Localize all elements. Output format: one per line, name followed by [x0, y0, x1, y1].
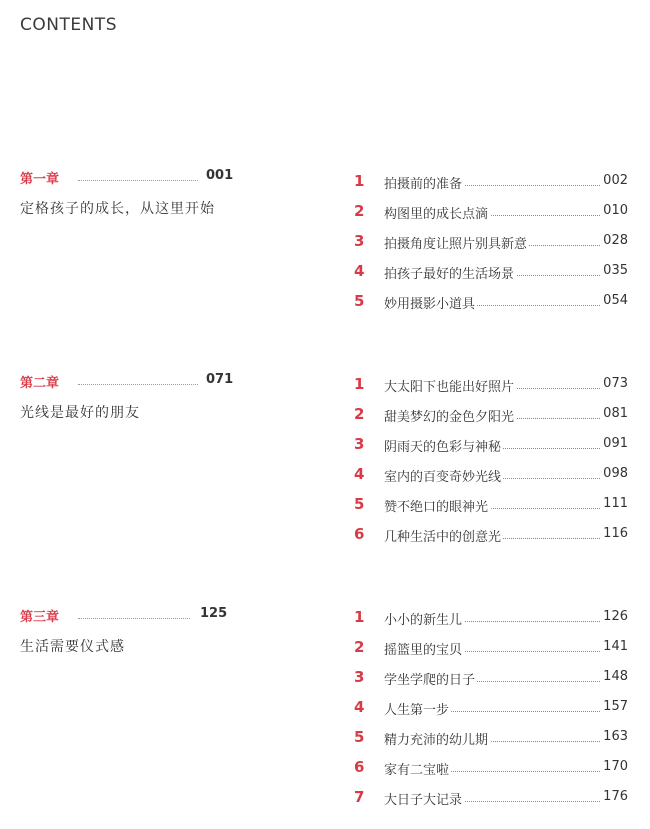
entry-number: 6: [354, 525, 365, 543]
toc-entry[interactable]: [350, 608, 630, 638]
entry-number: 6: [354, 758, 365, 776]
entry-number: 5: [354, 292, 365, 310]
entry-number: 2: [354, 202, 365, 220]
entry-page-number: 126: [603, 609, 628, 624]
entry-title: 阴雨天的色彩与神秘: [384, 436, 503, 455]
entry-number: 2: [354, 405, 365, 423]
toc-entry[interactable]: [350, 375, 630, 405]
entry-number: 3: [354, 232, 365, 250]
entry-page-number: 028: [603, 233, 628, 248]
entry-title: 室内的百变奇妙光线: [384, 466, 503, 485]
entry-page-number: 073: [603, 376, 628, 391]
toc-entry[interactable]: [350, 495, 630, 525]
entry-title: 拍孩子最好的生活场景: [384, 263, 516, 282]
entry-title: 几种生活中的创意光: [384, 526, 503, 545]
entry-number: 7: [354, 788, 365, 806]
chapter-page-number: 071: [206, 372, 234, 387]
chapter-label: 第二章: [20, 376, 60, 391]
entry-number: 4: [354, 262, 365, 280]
entry-page-number: 163: [603, 729, 628, 744]
chapter-1-toc: [350, 172, 630, 322]
toc-entry[interactable]: [350, 525, 630, 555]
entry-page-number: 141: [603, 639, 628, 654]
chapter-page-number: 001: [206, 168, 234, 183]
chapter-3-header: [20, 606, 240, 655]
entry-page-number: 148: [603, 669, 628, 684]
entry-page-number: 091: [603, 436, 628, 451]
chapter-1-header: [20, 168, 240, 217]
toc-entry[interactable]: [350, 758, 630, 788]
entry-title: 摇篮里的宝贝: [384, 639, 464, 658]
toc-entry[interactable]: [350, 405, 630, 435]
entry-number: 1: [354, 172, 365, 190]
entry-title: 拍摄角度让照片别具新意: [384, 233, 529, 252]
chapter-3-toc: [350, 608, 630, 818]
entry-page-number: 054: [603, 293, 628, 308]
entry-page-number: 010: [603, 203, 628, 218]
toc-entry[interactable]: [350, 232, 630, 262]
entry-number: 4: [354, 698, 365, 716]
entry-title: 拍摄前的准备: [384, 173, 464, 192]
leader-dots: [78, 384, 198, 385]
entry-title: 家有二宝啦: [384, 759, 451, 778]
chapter-page-number: 125: [200, 606, 228, 621]
entry-page-number: 170: [603, 759, 628, 774]
toc-entry[interactable]: [350, 698, 630, 728]
entry-number: 3: [354, 435, 365, 453]
entry-title: 精力充沛的幼儿期: [384, 729, 490, 748]
leader-dots: [78, 618, 190, 619]
toc-entry[interactable]: [350, 638, 630, 668]
chapter-label: 第三章: [20, 610, 60, 625]
toc-entry[interactable]: [350, 728, 630, 758]
entry-number: 3: [354, 668, 365, 686]
entry-page-number: 157: [603, 699, 628, 714]
entry-page-number: 111: [603, 496, 628, 511]
entry-page-number: 116: [603, 526, 628, 541]
entry-number: 4: [354, 465, 365, 483]
entry-page-number: 035: [603, 263, 628, 278]
entry-title: 大日子大记录: [384, 789, 464, 808]
entry-title: 大太阳下也能出好照片: [384, 376, 516, 395]
toc-entry[interactable]: [350, 435, 630, 465]
toc-entry[interactable]: [350, 172, 630, 202]
chapter-subtitle: 光线是最好的朋友: [20, 405, 140, 421]
toc-entry[interactable]: [350, 262, 630, 292]
entry-number: 1: [354, 375, 365, 393]
toc-entry[interactable]: [350, 668, 630, 698]
entry-title: 妙用摄影小道具: [384, 293, 477, 312]
chapter-2-toc: [350, 375, 630, 555]
toc-entry[interactable]: [350, 202, 630, 232]
chapter-2-header: [20, 372, 240, 421]
entry-title: 赞不绝口的眼神光: [384, 496, 490, 515]
entry-number: 5: [354, 728, 365, 746]
leader-dots: [78, 180, 198, 181]
entry-page-number: 176: [603, 789, 628, 804]
toc-entry[interactable]: [350, 292, 630, 322]
page-title: CONTENTS: [20, 15, 117, 35]
entry-number: 1: [354, 608, 365, 626]
entry-title: 小小的新生儿: [384, 609, 464, 628]
entry-number: 5: [354, 495, 365, 513]
entry-title: 人生第一步: [384, 699, 451, 718]
chapter-label: 第一章: [20, 172, 60, 187]
entry-page-number: 081: [603, 406, 628, 421]
chapter-subtitle: 定格孩子的成长，从这里开始: [20, 201, 215, 217]
entry-title: 甜美梦幻的金色夕阳光: [384, 406, 516, 425]
entry-title: 学坐学爬的日子: [384, 669, 477, 688]
entry-page-number: 098: [603, 466, 628, 481]
toc-entry[interactable]: [350, 788, 630, 818]
entry-page-number: 002: [603, 173, 628, 188]
entry-title: 构图里的成长点滴: [384, 203, 490, 222]
toc-entry[interactable]: [350, 465, 630, 495]
entry-number: 2: [354, 638, 365, 656]
chapter-subtitle: 生活需要仪式感: [20, 639, 125, 655]
